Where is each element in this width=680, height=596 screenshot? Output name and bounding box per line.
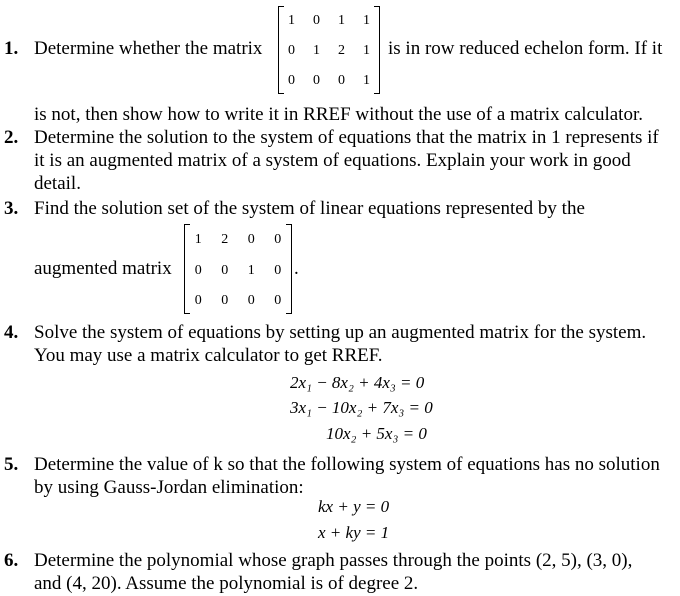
matrix-cell: 0 [194,263,202,278]
matrix-row [185,229,291,251]
matrix-cell: 2 [338,43,345,58]
matrix-cell: 1 [363,73,370,88]
matrix-cell: 0 [274,232,282,247]
matrix-cell: 1 [194,232,202,247]
problem-5-line: by using Gauss-Jordan elimination: [34,477,304,498]
problem-1-text: Determine whether the matrix [34,38,263,59]
problem-6-line: and (4, 20). Assume the polynomial is of degree 2. [34,573,419,594]
matrix-cell: 1 [338,13,345,28]
matrix-cell: 0 [313,73,320,88]
matrix-cell: 0 [247,232,255,247]
problem-5-line: Determine the value of k so that the following system of equations has no solution [34,454,660,475]
matrix-cell: 1 [247,263,255,278]
matrix-cell: 1 [288,13,295,28]
matrix-cell: 0 [247,293,255,308]
problem-4-number: 4. [4,322,19,343]
matrix-cell: 0 [288,73,295,88]
equation: 3x₁ − 10x₂ + 7x₃ = 0 [290,398,433,417]
problem-6-line: Determine the polynomial whose graph passes through the points (2, 5), (3, 0), [34,550,633,571]
matrix-cell: 0 [338,73,345,88]
matrix-row [279,70,379,92]
matrix-row [279,40,379,62]
equation: 2x₁ − 8x₂ + 4x₃ = 0 [290,373,425,392]
problem-3-line: Find the solution set of the system of linear equations represented by the [34,198,585,219]
problem-1-continuation: is not, then show how to write it in RREF without the use of a matrix calculator. [34,104,643,125]
matrix-row [185,290,291,312]
matrix-cell: 1 [313,43,320,58]
problem-4-line: You may use a matrix calculator to get RREF. [34,345,383,366]
problem-3-matrix [184,224,292,314]
matrix-cell: 0 [274,263,282,278]
matrix-cell: 0 [221,263,229,278]
matrix-row [279,10,379,32]
problem-2-line: Determine the solution to the system of equations that the matrix in 1 represents if [34,127,659,148]
problem-2-line: it is an augmented matrix of a system of equations. Explain your work in good [34,150,631,171]
problem-4-line: Solve the system of equations by setting up an augmented matrix for the system. [34,322,647,343]
equation: kx + y = 0 [318,497,390,516]
equation: x + ky = 1 [318,523,390,542]
matrix-cell: 1 [363,13,370,28]
matrix-cell: 0 [288,43,295,58]
matrix-cell: 2 [221,232,229,247]
matrix-cell: 1 [363,43,370,58]
matrix-cell: 0 [274,293,282,308]
problem-2-number: 2. [4,127,19,148]
problem-6-number: 6. [4,550,19,571]
matrix-cell: 0 [194,293,202,308]
matrix-cell: 0 [313,13,320,28]
matrix-row [185,260,291,282]
problem-1-number: 1. [4,38,19,59]
problem-3-period: . [294,258,299,279]
matrix-cell: 0 [221,293,229,308]
problem-3-number: 3. [4,198,19,219]
problem-1-text-after: is in row reduced echelon form. If it [388,38,663,59]
problem-5-number: 5. [4,454,19,475]
problem-3-text: augmented matrix [34,258,172,279]
equation: 10x₂ + 5x₃ = 0 [326,424,427,443]
problem-1-matrix [278,6,380,94]
problem-2-line: detail. [34,173,81,194]
